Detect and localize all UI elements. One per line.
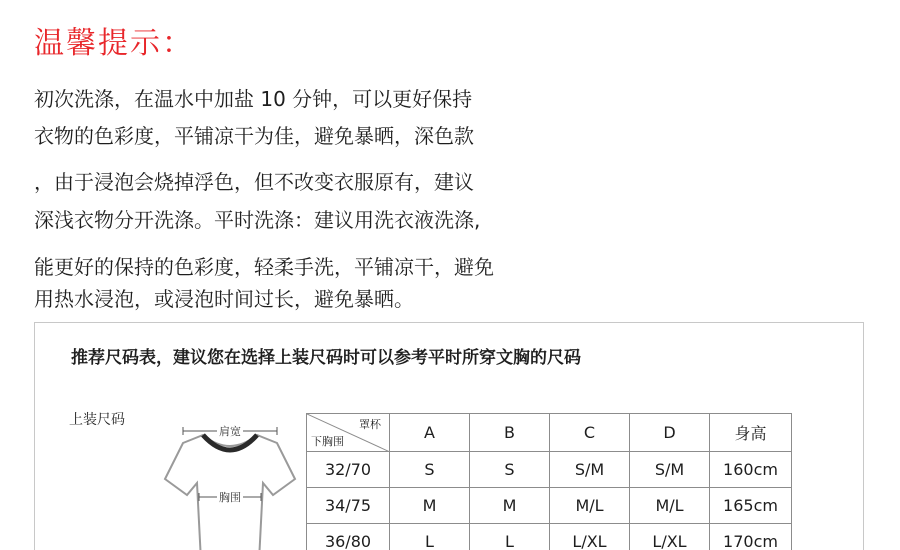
column-header: A — [390, 414, 470, 452]
size-cell: M — [390, 488, 470, 524]
tips-title: 温馨提示： — [34, 26, 194, 61]
size-cell: S — [470, 452, 550, 488]
cup-label: 罩杯 — [359, 418, 381, 431]
height-cell: 165cm — [710, 488, 792, 524]
corner-header — [307, 414, 390, 452]
under-bust-label: 下胸围 — [311, 435, 344, 448]
size-chart-title: 推荐尺码表，建议您在选择上装尺码时可以参考平时所穿文胸的尺码 — [71, 348, 581, 368]
shoulder-width-label: 肩宽 — [219, 425, 241, 438]
size-cell: S/M — [550, 452, 630, 488]
shirt-illustration — [155, 421, 305, 550]
garment-label: 上装尺码 — [69, 412, 125, 428]
shirt-diagram — [155, 421, 305, 550]
size-cell: S/M — [630, 452, 710, 488]
size-cell: L/XL — [630, 524, 710, 550]
table-header-row — [307, 414, 792, 452]
tip-line: 衣物的色彩度，平铺凉干为佳，避免暴晒，深色款 — [34, 124, 474, 148]
size-cell: M/L — [630, 488, 710, 524]
column-header: B — [470, 414, 550, 452]
height-cell: 160cm — [710, 452, 792, 488]
size-cell: M/L — [550, 488, 630, 524]
size-cell: L — [390, 524, 470, 550]
size-cell: L — [470, 524, 550, 550]
tip-line: 深浅衣物分开洗涤。平时洗涤：建议用洗衣液洗涤, — [34, 208, 481, 232]
column-header: 身高 — [710, 414, 792, 452]
tip-line: ，由于浸泡会烧掉浮色，但不改变衣服原有，建议 — [34, 170, 474, 194]
tip-line: 能更好的保持的色彩度，轻柔手洗，平铺凉干，避免 — [34, 255, 494, 279]
under-bust-cell: 36/80 — [307, 524, 390, 550]
chest-label: 胸围 — [219, 491, 241, 504]
size-cell: M — [470, 488, 550, 524]
table-row — [307, 488, 792, 524]
tip-line: 初次洗涤，在温水中加盐 10 分钟，可以更好保持 — [34, 87, 473, 111]
under-bust-cell: 32/70 — [307, 452, 390, 488]
tip-line: 用热水浸泡，或浸泡时间过长，避免暴晒。 — [34, 287, 414, 311]
size-chart-card — [34, 322, 864, 550]
height-cell: 170cm — [710, 524, 792, 550]
size-table — [306, 413, 792, 550]
column-header: C — [550, 414, 630, 452]
table-row — [307, 452, 792, 488]
size-cell: S — [390, 452, 470, 488]
column-header: D — [630, 414, 710, 452]
under-bust-cell: 34/75 — [307, 488, 390, 524]
size-cell: L/XL — [550, 524, 630, 550]
table-row — [307, 524, 792, 550]
